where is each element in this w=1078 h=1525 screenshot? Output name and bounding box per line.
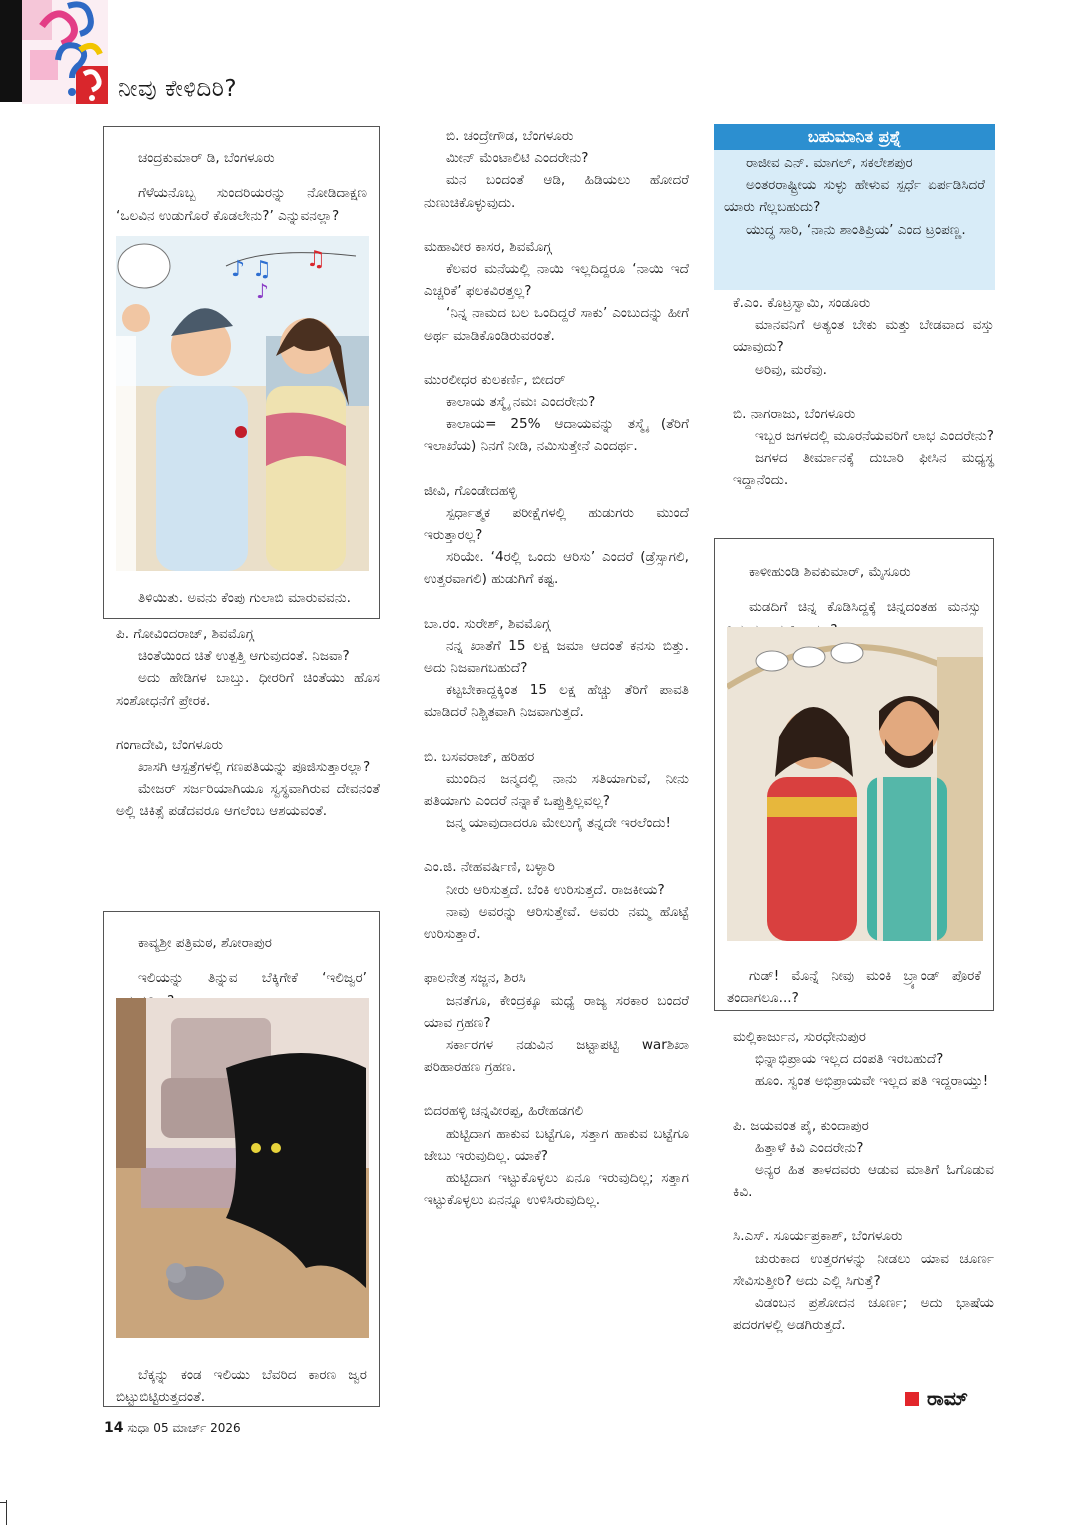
- author-signature: [905, 1388, 968, 1410]
- question-text: ಮಡದಿಗೆ ಚಿನ್ನ ಕೊಡಿಸಿದ್ದಕ್ಕೆ ಚಿನ್ನದಂತಹ ಮನಸ್ಸು: [749, 599, 981, 616]
- asker-name: ಮಲ್ಲಿಕಾರ್ಜುನ, ಸುರಧೇನುಪುರ: [733, 1029, 866, 1045]
- answer-text: ‘ನಿನ್ನ ನಾಮದ ಬಲ ಒಂದಿದ್ದರೆ ಸಾಕು’ ಎಂಬುದನ್ನು ಹೀಗೆ ಅರ್ಥ ಮಾಡಿಕೊಂಡಿರುವರಂತೆ.: [424, 305, 689, 344]
- answer-text: ಅರಿವು, ಮರೆವು.: [755, 361, 827, 378]
- prize-question-box: [714, 124, 995, 290]
- section-title: ನೀವು ಕೇಳಿದಿರಿ?: [118, 76, 238, 102]
- asker-name: ಪಿ. ಜಯವಂತ ಪೈ, ಕುಂದಾಪುರ: [733, 1117, 869, 1134]
- answer-text: ಅದು ಹೇಡಿಗಳ ಬಾಬ್ತು. ಧೀರರಿಗೆ ಚಿಂತೆಯು ಹೊಸ ಸಂಶೋಧನೆಗೆ ಪ್ರೇರಕ.: [116, 670, 380, 709]
- question-text: ಕಾಲಾಯ ತಸ್ಮೈ ನಮಃ ಎಂದರೇನು?: [446, 394, 596, 411]
- asker-name: ರಾಜೀವ ಎನ್. ಮಾಗಲ್, ಸಕಲೇಶಪುರ: [746, 155, 913, 171]
- page-footer: [104, 1420, 241, 1436]
- answer-text: ಹುಟ್ಟಿದಾಗ ಇಟ್ಟುಕೊಳ್ಳಲು ಏನೂ ಇರುವುದಿಲ್ಲ; ಸತ್ತಾಗ ಇಟ್ಟುಕೊಳ್ಳಲು ಏನನ್ನೂ ಉಳಿಸಿರುವುದಿಲ್ಲ.: [424, 1169, 689, 1209]
- page-number: 14: [104, 1420, 124, 1436]
- svg-text:♪: ♪: [256, 279, 269, 303]
- question-text: ಜನತೆಗೂ, ಕೇಂದ್ರಕ್ಕೂ ಮಧ್ಯೆ ರಾಜ್ಯ ಸರಕಾರ ಬಂದರೆ ಯಾವ ಗ್ರಹಣ?: [424, 992, 689, 1031]
- question-text: ಚಿಂತೆಯಿಂದ ಚಿತೆ ಉತ್ಪತ್ತಿ ಆಗುವುದಂತೆ. ನಿಜವಾ?: [138, 648, 350, 665]
- question-text: ನೀರು ಆರಿಸುತ್ತದೆ. ಬೆಂಕಿ ಉರಿಸುತ್ತದೆ. ರಾಜಕೀಯ?: [446, 881, 665, 898]
- question-text: ಸ್ಪರ್ಧಾತ್ಮಕ ಪರೀಕ್ಷೆಗಳಲ್ಲಿ ಹುಡುಗರು ಮುಂದೆ ಇರುತ್ತಾರಲ್ಲ?: [424, 504, 689, 544]
- question-mark-logo-icon: [22, 0, 108, 104]
- answer-text: ಮೇಜರ್ ಸರ್ಜರಿಯಾಗಿಯೂ ಸ್ವಸ್ಥವಾಗಿರುವ ದೇವನಂತೆ ಅಲ್ಲಿ ಚಿಕಿತ್ಸೆ ಪಡೆದವರೂ ಆಗಲೆಂಬ ಆಶಯವಂತೆ.: [116, 781, 380, 820]
- asker-name: ಜೀವಿ, ಗೊಂಡೇದಹಳ್ಳಿ: [424, 482, 517, 499]
- asker-name: ಚಂದ್ರಕುಮಾರ್ ಡಿ, ಬೆಂಗಳೂರು: [138, 149, 275, 166]
- question-text: ಮೀನ್ ಮೆಂಟಾಲಿಟಿ ಎಂದರೇನು?: [446, 150, 589, 167]
- answer-text: ಅನ್ಯರ ಹಿತ ತಾಳದವರು ಆಡುವ ಮಾತಿಗೆ ಓಗೊಡುವ ಕಿವಿ.: [733, 1162, 994, 1201]
- column-1-items: [116, 623, 380, 823]
- question-text: ನನ್ನ ಖಾತೆಗೆ 15 ಲಕ್ಷ ಜಮಾ ಆದಂತೆ ಕನಸು ಬಿತ್ತು. ಅದು ನಿಜವಾಗಬಹುದೆ?: [424, 637, 689, 677]
- answer-text: ಮನ ಬಂದಂತೆ ಆಡಿ, ಹಿಡಿಯಲು ಹೋದರೆ ನುಣುಚಿಕೊಳ್ಳುವುದು.: [424, 172, 689, 211]
- asker-name: ಗಂಗಾದೇವಿ, ಬೆಂಗಳೂರು: [116, 736, 223, 753]
- question-box-1: [103, 126, 380, 619]
- svg-text:♪ ♫: ♪ ♫: [231, 257, 272, 282]
- crop-mark: [0, 1502, 6, 1503]
- question-box-2: [103, 911, 380, 1407]
- asker-name: ಬಿ. ನಾಗರಾಜು, ಬೆಂಗಳೂರು: [733, 405, 856, 422]
- red-square-icon: [905, 1392, 919, 1406]
- question-text: ಭಿನ್ನಾಭಿಪ್ರಾಯ ಇಲ್ಲದ ದಂಪತಿ ಇರಬಹುದೆ?: [755, 1051, 944, 1068]
- answer-text: ಕಟ್ಟಬೇಕಾದ್ದಕ್ಕಿಂತ 15 ಲಕ್ಷ ಹೆಚ್ಚು ತೆರಿಗೆ ಪಾವತಿ ಮಾಡಿದರೆ ನಿಶ್ಚಿತವಾಗಿ ನಿಜವಾಗುತ್ತದೆ.: [424, 682, 689, 721]
- question-text: ಮಾನವನಿಗೆ ಅತ್ಯಂತ ಬೇಕು ಮತ್ತು ಬೇಡವಾದ ವಸ್ತು ಯಾವುದು?: [733, 317, 994, 356]
- couple-rose-illustration: [116, 236, 369, 571]
- asker-name: ಕಾಳೀಹುಂಡಿ ಶಿವಕುಮಾರ್, ಮೈಸೂರು: [749, 563, 911, 580]
- answer-text: ಜಗಳದ ತೀರ್ಮಾನಕ್ಕೆ ದುಬಾರಿ ಫೀಸಿನ ಮಧ್ಯಸ್ಥ ಇದ್ದಾನೆಂದು.: [733, 450, 994, 489]
- asker-name: ಕೆ.ಎಂ. ಕೊಟ್ರಸ್ವಾಮಿ, ಸಂಡೂರು: [733, 295, 871, 311]
- cat-mouse-illustration: [116, 998, 369, 1338]
- answer-text: ಕಾಲಾಯ= 25% ಆದಾಯವನ್ನು ತಸ್ಮೈ (ತೆರಿಗೆ ಇಲಾಖೆಯ) ನಿನಗೆ ನೀಡಿ, ನಮಿಸುತ್ತೇನೆ ಎಂದರ್ಥ.: [424, 416, 689, 455]
- asker-name: ಬಿದರಹಳ್ಳಿ ಚನ್ನವೀರಪ್ಪ, ಹಿರೇಹಡಗಲಿ: [424, 1103, 584, 1120]
- asker-name: ಸಿ.ಎಸ್. ಸೂರ್ಯಪ್ರಕಾಶ್, ಬೆಂಗಳೂರು: [733, 1228, 903, 1245]
- svg-text:♫: ♫: [306, 247, 326, 272]
- question-text: ಹಿತ್ತಾಳೆ ಕಿವಿ ಎಂದರೇನು?: [755, 1139, 864, 1156]
- question-text: ಇಬ್ಬರ ಜಗಳದಲ್ಲಿ ಮೂರನೆಯವರಿಗೆ ಲಾಭ ಎಂದರೇನು?: [755, 428, 994, 445]
- asker-name: ಬಿ. ಚಂದ್ರೇಗೌಡ, ಬೆಂಗಳೂರು: [446, 128, 574, 144]
- asker-name: ಪಿ. ಗೋವಿಂದರಾಜ್, ಶಿವಮೊಗ್ಗ: [116, 626, 254, 642]
- question-text: ಖಾಸಗಿ ಆಸ್ಪತ್ರೆಗಳಲ್ಲಿ ಗಣಪತಿಯನ್ನು ಪೂಜಿಸುತ್ತಾರಲ್ಲಾ?: [138, 759, 371, 776]
- answer-text: ಬೆಕ್ಕನ್ನು ಕಂಡ ಇಲಿಯು ಬೆವರಿದ ಕಾರಣ ಜ್ವರ ಬಿಟ್ಟುಬಿಟ್ಟಿರುತ್ತದಂತೆ.: [116, 1366, 367, 1405]
- column-3-items-bottom: [733, 1026, 994, 1336]
- answer-text: ನಾವು ಅವರನ್ನು ಆರಿಸುತ್ತೇವೆ. ಅವರು ನಮ್ಮ ಹೊಟ್ಟೆ ಉರಿಸುತ್ತಾರೆ.: [424, 903, 689, 943]
- answer-text: ಜನ್ಮ ಯಾವುದಾದರೂ ಮೇಲುಗೈ ತನ್ನದೇ ಇರಲೆಂದು!: [446, 815, 671, 832]
- asker-name: ಬಿ. ಬಸವರಾಜ್, ಹರಿಹರ: [424, 748, 535, 765]
- couple-wedding-illustration: [727, 627, 983, 941]
- question-text: ಇಲಿಯನ್ನು ತಿನ್ನುವ ಬೆಕ್ಕಿಗೇಕೆ ‘ಇಲಿಜ್ವರ’: [138, 970, 367, 987]
- issue-info: ಸುಧಾ 05 ಮಾರ್ಚ್ 2026: [127, 1421, 241, 1435]
- answer-text: ಗುಡ್! ಮೊನ್ನೆ ನೀವು ಮಂಕಿ ಬ್ರ್ಯಾಂಡ್ ಪೊರಕೆ ತಂದಾಗಲೂ...?: [727, 967, 981, 1006]
- question-text: ಮುಂದಿನ ಜನ್ಮದಲ್ಲಿ ನಾನು ಸತಿಯಾಗುವೆ, ನೀನು ಪತಿಯಾಗು ಎಂದರೆ ನನ್ನಾಕೆ ಒಪ್ಪುತ್ತಿಲ್ಲವಲ್ಲ?: [424, 770, 689, 810]
- question-text: ಚುರುಕಾದ ಉತ್ತರಗಳನ್ನು ನೀಡಲು ಯಾವ ಚೂರ್ಣ ಸೇವಿಸುತ್ತೀರಿ? ಅದು ಎಲ್ಲಿ ಸಿಗುತ್ತೆ?: [733, 1250, 994, 1289]
- crop-mark: [6, 1500, 7, 1525]
- asker-name: ಎಂ.ಜಿ. ನೇಹವರ್ಷಿಣಿ, ಬಳ್ಳಾರಿ: [424, 859, 555, 876]
- question-text: ಅಂತರರಾಷ್ಟ್ರೀಯ ಸುಳ್ಳು ಹೇಳುವ ಸ್ಪರ್ಧೆ ಏರ್ಪಡಿಸಿದರೆ ಯಾರು ಗೆಲ್ಲಬಹುದು?: [724, 177, 985, 216]
- answer-text: ಯುದ್ಧ ಸಾರಿ, ‘ನಾನು ಶಾಂತಿಪ್ರಿಯ’ ಎಂದ ಟ್ರಂಪಣ್ಣ.: [746, 221, 966, 238]
- answer-text: ಸರಿಯೇ. ‘4ರಲ್ಲಿ ಒಂದು ಆರಿಸು’ ಎಂದರೆ (ಡ್ರೆಸ್ಸಾಗಲಿ, ಉತ್ತರವಾಗಲಿ) ಹುಡುಗಿಗೆ ಕಷ್ಟ.: [424, 549, 689, 588]
- asker-name: ಕಾವ್ಯಶ್ರೀ ಪತ್ರಿಮಠ, ಶೋರಾಪುರ: [138, 934, 272, 951]
- signature-text: ರಾಮ್: [927, 1388, 968, 1410]
- left-black-bar: [0, 0, 22, 102]
- asker-name: ಮುರಲೀಧರ ಕುಲಕರ್ಣಿ, ಬೀದರ್: [424, 371, 566, 388]
- answer-text: ವಿಡಂಬನ ಪ್ರಶೋದನ ಚೂರ್ಣ; ಅದು ಭಾಷೆಯ ಪದರಗಳಲ್ಲಿ ಅಡಗಿರುತ್ತದೆ.: [733, 1295, 994, 1334]
- answer-text: ಹೂಂ. ಸ್ವಂತ ಅಭಿಪ್ರಾಯವೇ ಇಲ್ಲದ ಪತಿ ಇದ್ದರಾಯ್ತು!: [755, 1073, 989, 1090]
- question-text: ಗೆಳೆಯನೊಬ್ಬ ಸುಂದರಿಯರನ್ನು ನೋಡಿದಾಕ್ಷಣ ‘ಒಲವಿನ ಉಡುಗೊರೆ ಕೊಡಲೇನು?’ ಎನ್ನುವನಲ್ಲಾ?: [116, 185, 367, 224]
- question-text: ಕೆಲವರ ಮನೆಯಲ್ಲಿ ನಾಯಿ ಇಲ್ಲದಿದ್ದರೂ ‘ನಾಯಿ ಇದೆ ಎಚ್ಚರಿಕೆ’ ಫಲಕವಿರತ್ತಲ್ಲ?: [424, 261, 689, 300]
- asker-name: ಫಾಲನೇತ್ರ ಸಜ್ಜನ, ಶಿರಸಿ: [424, 970, 526, 987]
- asker-name: ಬಾ.ರಂ. ಸುರೇಶ್, ಶಿವಮೊಗ್ಗ: [424, 615, 551, 632]
- answer-text: ಸರ್ಕಾರಗಳ ನಡುವಿನ ಜಟ್ಟಾಪಟ್ಟಿ warಶಿಖಾ ಪರಿಹಾರಹಣ ಗ್ರಹಣ.: [424, 1036, 689, 1076]
- question-box-3: [714, 538, 994, 1011]
- column-3-items-top: [733, 292, 994, 492]
- answer-text: ತಿಳಿಯಿತು. ಅವನು ಕೆಂಪು ಗುಲಾಬಿ ಮಾರುವವನು.: [138, 589, 351, 606]
- prize-question-title: ಬಹುಮಾನಿತ ಪ್ರಶ್ನೆ: [714, 124, 995, 150]
- asker-name: ಮಹಾವೀರ ಕಾಸರ, ಶಿವಮೊಗ್ಗ: [424, 238, 552, 255]
- question-text: ಹುಟ್ಟಿದಾಗ ಹಾಕುವ ಬಟ್ಟೆಗೂ, ಸತ್ತಾಗ ಹಾಕುವ ಬಟ್ಟೆಗೂ ಜೇಬು ಇರುವುದಿಲ್ಲ. ಯಾಕೆ?: [424, 1125, 689, 1164]
- column-2-items: [424, 125, 689, 1211]
